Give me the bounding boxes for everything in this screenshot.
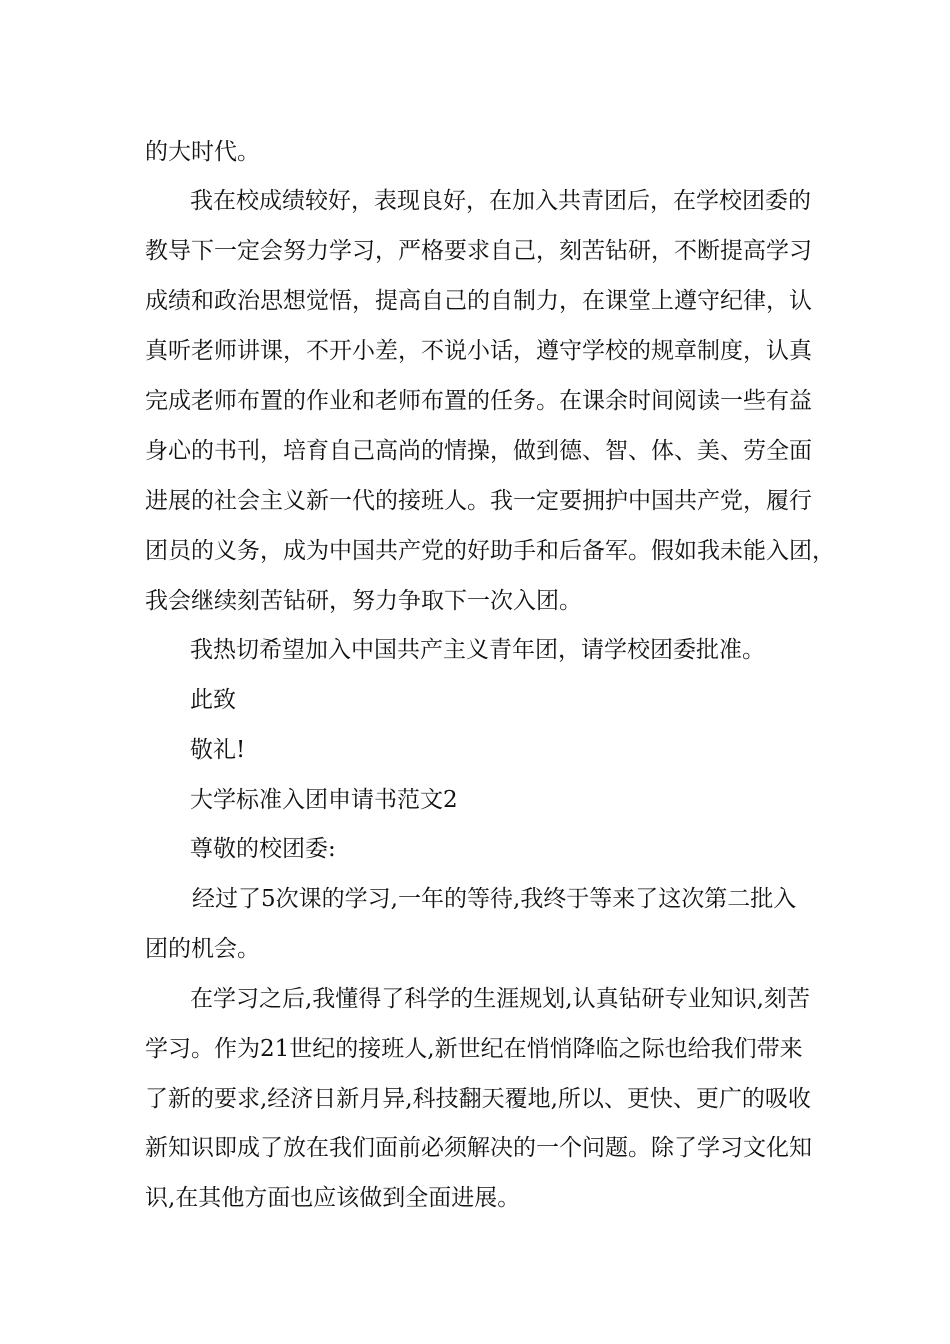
text-line: 完成老师布置的作业和老师布置的任务。在课余时间阅读一些有益 <box>145 388 812 414</box>
text-line: 教导下一定会努力学习，严格要求自己，刻苦钻研，不断提高学习 <box>145 238 812 264</box>
text-line: 在学习之后,我懂得了科学的生涯规划,认真钻研专业知识,刻苦 <box>190 986 810 1012</box>
text-line: 成绩和政治思想觉悟，提高自己的自制力，在课堂上遵守纪律，认 <box>145 288 812 314</box>
closing-salutation: 敬礼! <box>190 737 246 763</box>
text-line: 进展的社会主义新一代的接班人。我一定要拥护中国共产党，履行 <box>145 488 812 514</box>
text-line: 了新的要求,经济日新月异,科技翻天覆地,所以、更快、更广的吸收 <box>145 1086 811 1112</box>
text-line: 我在校成绩较好，表现良好，在加入共青团后，在学校团委的 <box>190 188 811 214</box>
text-line: 我热切希望加入中国共产主义青年团，请学校团委批准。 <box>190 637 765 663</box>
text-line: 经过了5次课的学习,一年的等待,我终于等来了这次第二批入 <box>192 886 797 912</box>
text-line: 团员的义务，成为中国共产党的好助手和后备军。假如我未能入团， <box>145 538 835 564</box>
closing-salutation: 此致 <box>190 687 236 713</box>
text-line: 身心的书刊，培育自己高尚的情操，做到德、智、体、美、劳全面 <box>145 438 812 464</box>
text-line: 识,在其他方面也应该做到全面进展。 <box>145 1185 521 1211</box>
text-line: 学习。作为21世纪的接班人,新世纪在悄悄降临之际也给我们带来 <box>145 1036 803 1062</box>
text-line: 的大时代。 <box>145 139 260 165</box>
text-line: 团的机会。 <box>145 936 260 962</box>
greeting-line: 尊敬的校团委: <box>190 836 336 862</box>
section-title: 大学标准入团申请书范文2 <box>190 787 458 813</box>
text-line: 新知识即成了放在我们面前必须解决的一个问题。除了学习文化知 <box>145 1135 812 1161</box>
text-line: 我会继续刻苦钻研，努力争取下一次入团。 <box>145 588 582 614</box>
text-line: 真听老师讲课，不开小差，不说小话，遵守学校的规章制度，认真 <box>145 338 812 364</box>
